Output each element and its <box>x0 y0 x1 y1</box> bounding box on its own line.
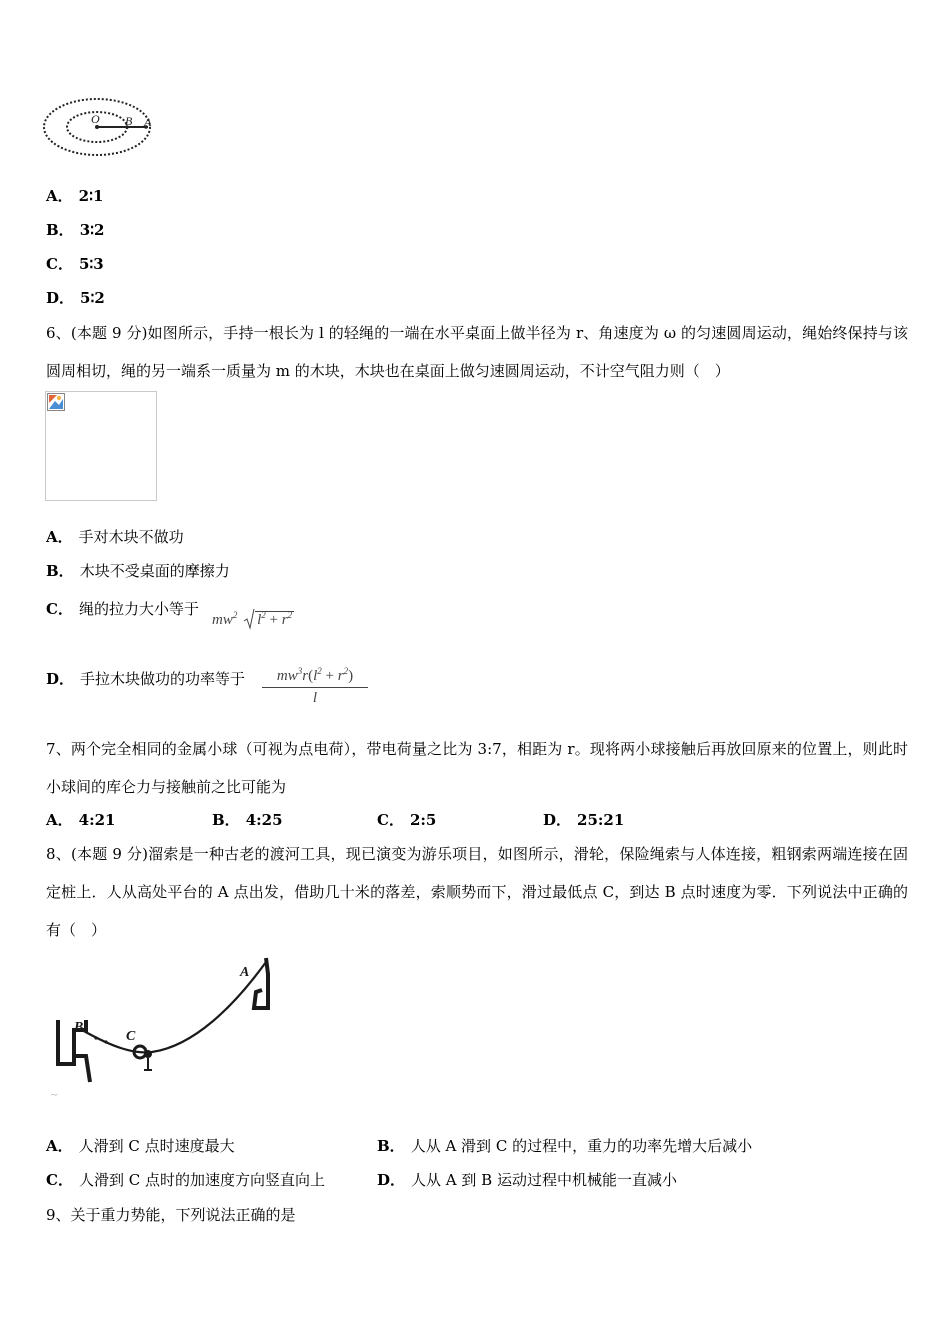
q8-option-c: C． 人滑到 C 点时的加速度方向竖直向上 <box>46 1171 325 1189</box>
broken-image-icon <box>47 393 65 411</box>
q5-option-a: A． 2∶1 <box>46 187 104 205</box>
broken-image-placeholder <box>45 391 157 501</box>
formula-tension: $mw^2$ $l^2 + r^2$ <box>212 610 293 628</box>
q6-option-d: D． 手拉木块做功的功率等于 <box>46 670 246 688</box>
q8-option-d: D． 人从 A 到 B 运动过程中机械能一直减小 <box>377 1171 677 1189</box>
question-8 <box>46 835 908 949</box>
question-9 <box>46 1205 296 1225</box>
q5-option-d: D． 5∶2 <box>46 289 105 307</box>
question-text: 两个完全相同的金属小球（可视为点电荷），带电荷量之比为 3:7，相距为 r。现将两小球接触后再放回原来的位置上，则此时小球间的库仑力与接触前之比可能为 <box>46 740 908 796</box>
q5-option-b: B． 3∶2 <box>46 221 105 239</box>
question-number: 8、 <box>46 845 71 863</box>
question-text: (本题 9 分)溜索是一种古老的渡河工具，现已演变为游乐项目，如图所示，滑轮，保险绳索与人体连接，粗钢索两端连接在固定桩上．人从高处平台的 A 点出发，借助几十米的落差，索顺势而下，滑过最低点 C，到达 B 点时速度为零．下列说法中正确的有（ ） <box>46 845 908 939</box>
formula-denominator: l <box>312 690 318 706</box>
figure-label-c: C <box>126 1029 136 1044</box>
question-6 <box>46 314 908 390</box>
question-number: 7、 <box>46 740 71 758</box>
q6-option-b: B． 木块不受桌面的摩擦力 <box>46 562 230 580</box>
question-number: 6、 <box>46 324 71 342</box>
question-text: (本题 9 分)如图所示，手持一根长为 l 的轻绳的一端在水平桌面上做半径为 r、角速度为 ω 的匀速圆周运动，绳始终保持与该圆周相切，绳的另一端系一质量为 m 的木块，木块也在桌面上做匀速圆周运动，不计空气阻力则（ ） <box>46 324 908 380</box>
zipline-figure <box>44 956 278 1104</box>
figure-label-o: O <box>91 112 100 126</box>
question-number: 9、 <box>46 1206 71 1224</box>
q6-option-a: A． 手对木块不做功 <box>46 528 184 546</box>
concentric-circles-figure <box>40 96 158 160</box>
q8-option-a: A． 人滑到 C 点时速度最大 <box>46 1137 235 1155</box>
q8-option-b: B． 人从 A 滑到 C 的过程中，重力的功率先增大后减小 <box>377 1137 753 1155</box>
figure-label-b: B <box>125 114 133 128</box>
svg-text:~: ~ <box>50 1090 59 1101</box>
formula-numerator: $mw^3r(l^2 + r^2)$ <box>262 666 368 688</box>
question-text: 关于重力势能，下列说法正确的是 <box>70 1206 296 1224</box>
q6-option-c: C． 绳的拉力大小等于 <box>46 600 199 618</box>
formula-power <box>262 666 368 707</box>
question-7 <box>46 730 908 806</box>
figure-label-b: B <box>74 1020 84 1035</box>
figure-label-a: A <box>144 115 152 129</box>
sqrt-sign-icon <box>243 608 255 630</box>
figure-label-a: A <box>240 965 250 980</box>
q5-option-c: C． 5∶3 <box>46 255 104 273</box>
